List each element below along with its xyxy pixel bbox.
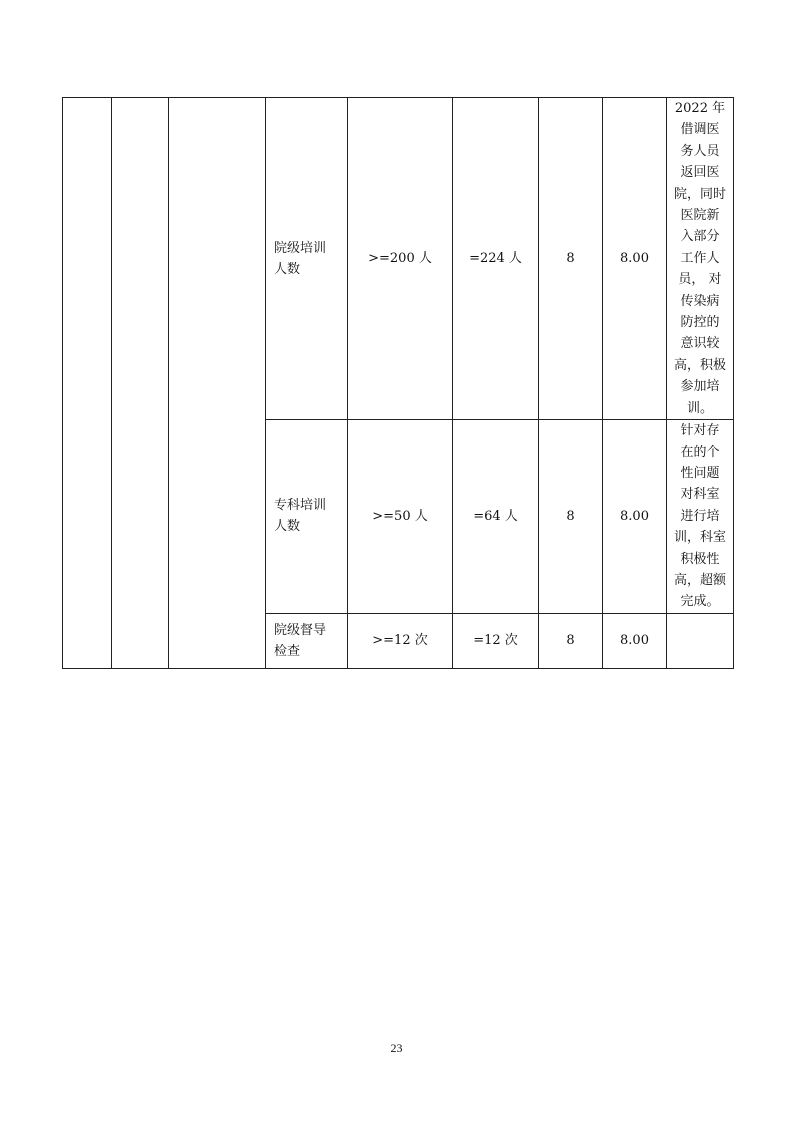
indicator-name: 院级督导 检查	[274, 622, 327, 659]
note-line: 传染病	[680, 293, 720, 309]
actual-value-cell: =64 人	[453, 420, 539, 614]
note-line: 对科室	[680, 487, 720, 503]
note-line: 训，科室	[673, 530, 726, 546]
indicator-name-cell	[266, 613, 348, 668]
table-row	[63, 98, 734, 420]
note-line: 高，积极	[673, 357, 726, 373]
note-line: 意识较	[680, 336, 720, 352]
note-line: 借调医	[680, 122, 720, 138]
note-line: 完成。	[680, 594, 720, 610]
note-line: 防控的	[680, 315, 720, 331]
weight-cell: 8	[539, 420, 603, 614]
actual-value-cell: =12 次	[453, 613, 539, 668]
level1-indicator-cell	[63, 98, 112, 669]
score-cell: 8.00	[603, 98, 667, 420]
level3-indicator-cell	[169, 98, 266, 669]
note-line: 进行培	[680, 508, 720, 524]
note-line: 针对存	[680, 423, 720, 439]
indicator-name: 专科培训 人数	[274, 498, 327, 535]
note-line: 医院新	[680, 208, 720, 224]
indicator-name-cell	[266, 420, 348, 614]
indicator-name-cell	[266, 98, 348, 420]
actual-value-cell: =224 人	[453, 98, 539, 420]
performance-table	[62, 97, 734, 669]
note-line: 2022 年	[674, 101, 726, 116]
target-value-cell: >=200 人	[348, 98, 453, 420]
target-value-cell: >=12 次	[348, 613, 453, 668]
weight-cell: 8	[539, 613, 603, 668]
note-line: 积极性	[680, 551, 720, 567]
target-value-cell: >=50 人	[348, 420, 453, 614]
deviation-note-cell	[667, 613, 734, 668]
note-line: 工作人	[680, 250, 720, 266]
level2-indicator-cell	[112, 98, 169, 669]
note-line: 在的个	[680, 444, 720, 460]
note-line: 务人员	[680, 143, 720, 159]
score-cell: 8.00	[603, 420, 667, 614]
score-cell: 8.00	[603, 613, 667, 668]
note-line: 高，超额	[673, 572, 726, 588]
note-line: 性问题	[680, 465, 720, 481]
note-line: 员， 对	[678, 272, 722, 288]
weight-cell: 8	[539, 98, 603, 420]
note-line: 返回医	[680, 165, 720, 181]
note-line: 入部分	[680, 229, 720, 245]
note-line: 训。	[686, 400, 713, 416]
deviation-note-cell	[667, 420, 734, 614]
deviation-note-cell	[667, 98, 734, 420]
page-number: 23	[390, 1041, 403, 1055]
note-line: 参加培	[680, 379, 720, 395]
note-line: 院，同时	[673, 186, 726, 202]
indicator-name: 院级培训 人数	[274, 240, 327, 277]
